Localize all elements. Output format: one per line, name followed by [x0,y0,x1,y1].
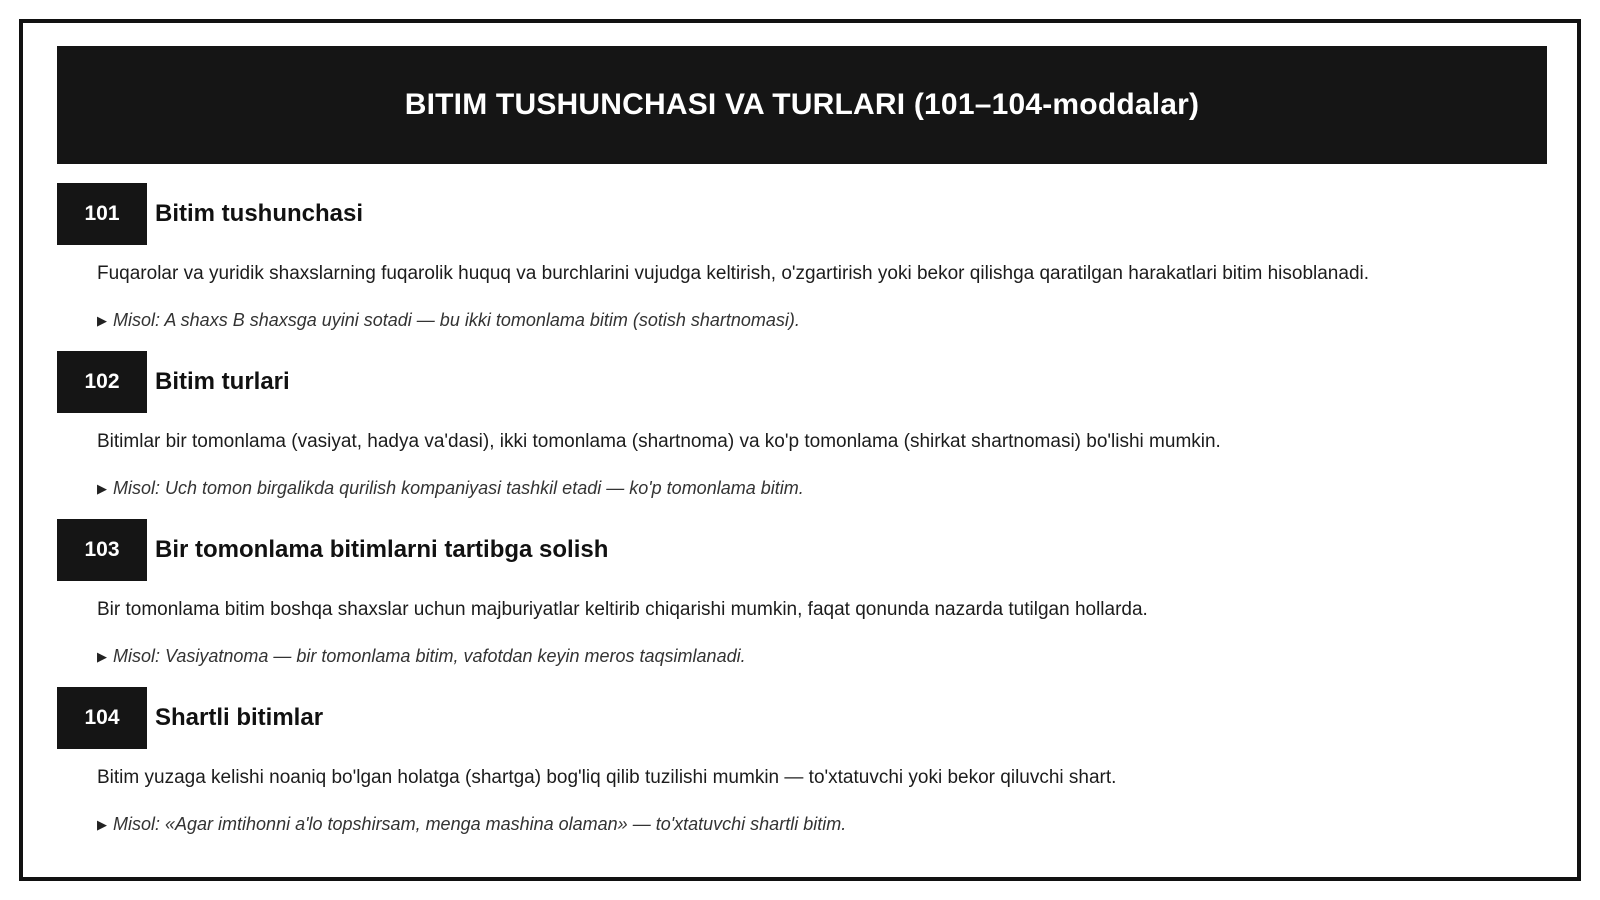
section-header [57,519,608,581]
section-header [57,351,290,413]
slide-frame [19,19,1581,881]
example-text: Misol: Uch tomon birgalikda qurilish kompaniyasi tashkil etadi — ko'p tomonlama bitim. [113,478,804,498]
section-example [97,478,804,499]
section-text: Fuqarolar va yuridik shaxslarning fuqarolik huquq va burchlarini vujudga keltirish, o'zgartirish yoki bekor qilishga qaratilgan harakatlari bitim hisoblanadi. [97,263,1370,284]
section-example [97,814,846,835]
section-example [97,310,800,331]
section-102 [57,351,1547,519]
section-example [97,646,746,667]
example-text: Misol: A shaxs B shaxsga uyini sotadi — bu ikki tomonlama bitim (sotish shartnomasi). [113,310,800,330]
triangle-right-icon: ▶ [97,649,107,664]
article-number-badge: 101 [57,183,147,245]
section-text: Bir tomonlama bitim boshqa shaxslar uchun majburiyatlar keltirib chiqarishi mumkin, faqat qonunda nazarda tutilgan hollarda. [97,599,1148,620]
section-104 [57,687,1547,855]
section-header [57,687,323,749]
triangle-right-icon: ▶ [97,817,107,832]
page-title: BITIM TUSHUNCHASI VA TURLARI (101–104-moddalar) [404,88,1200,121]
title-bar [57,46,1547,164]
article-number-badge: 102 [57,351,147,413]
article-number-badge: 103 [57,519,147,581]
section-title: Bir tomonlama bitimlarni tartibga solish [155,536,609,563]
triangle-right-icon: ▶ [97,313,107,328]
example-text: Misol: Vasiyatnoma — bir tomonlama bitim, vafotdan keyin meros taqsimlanadi. [113,646,746,666]
section-header [57,183,363,245]
section-text: Bitimlar bir tomonlama (vasiyat, hadya va'dasi), ikki tomonlama (shartnoma) va ko'p tomonlama (shirkat shartnomasi) bo'lishi mumkin. [97,431,1221,452]
section-103 [57,519,1547,687]
article-number-badge: 104 [57,687,147,749]
section-text: Bitim yuzaga kelishi noaniq bo'lgan holatga (shartga) bog'liq qilib tuzilishi mumkin — to'xtatuvchi yoki bekor qiluvchi shart. [97,767,1117,788]
section-title: Bitim tushunchasi [155,200,364,227]
example-text: Misol: «Agar imtihonni a'lo topshirsam, menga mashina olaman» — to'xtatuvchi shartli bitim. [113,814,847,834]
section-title: Shartli bitimlar [155,704,324,731]
section-101 [57,183,1547,351]
triangle-right-icon: ▶ [97,481,107,496]
section-title: Bitim turlari [155,368,290,395]
